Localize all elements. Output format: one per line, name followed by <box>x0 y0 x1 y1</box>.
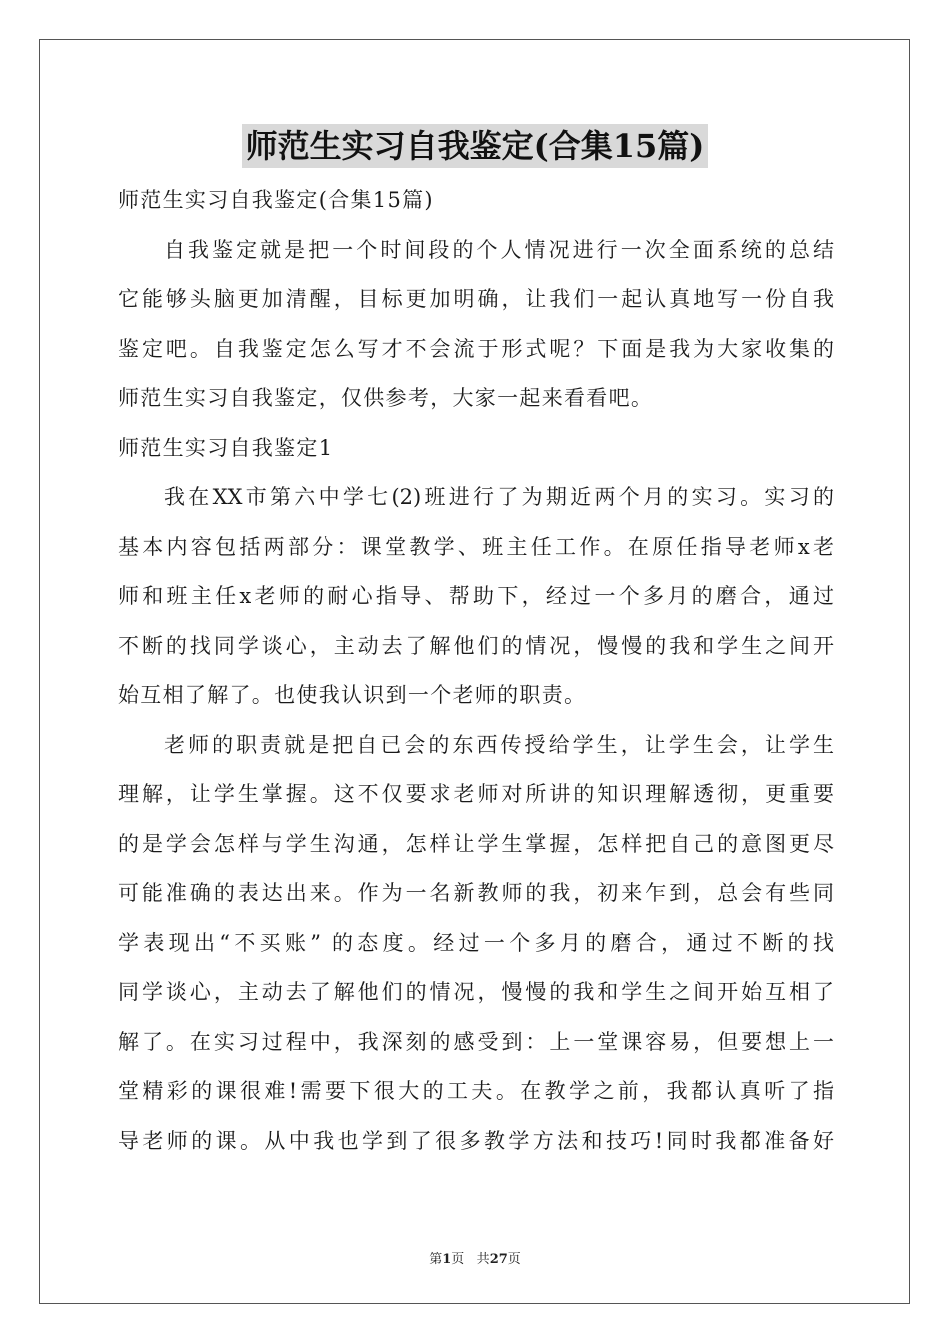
text-line: 的是学会怎样与学生沟通，怎样让学生掌握，怎样把自己的意图更尽 <box>118 831 834 856</box>
text-line: 始互相了解了。也使我认识到一个老师的职责。 <box>118 683 587 707</box>
footer-total-prefix: 共 <box>476 1252 490 1267</box>
text-line: 老师的职责就是把自已会的东西传授给学生，让学生会，让学生 <box>164 732 834 757</box>
text-line: 师范生实习自我鉴定(合集15篇) <box>118 188 434 212</box>
text-line: 师和班主任x老师的耐心指导、帮助下，经过一个多月的磨合，通过 <box>118 584 834 608</box>
text-line: 理解，让学生掌握。这不仅要求老师对所讲的知识理解透彻，更重要 <box>118 782 834 806</box>
text-line: 我在XX市第六中学七(2)班进行了为期近两个月的实习。实习的 <box>164 485 834 509</box>
title-wrap <box>0 124 950 168</box>
text-line: 自我鉴定就是把一个时间段的个人情况进行一次全面系统的总结 <box>164 237 834 262</box>
text-line: 同学谈心，主动去了解他们的情况，慢慢的我和学生之间开始互相了 <box>118 980 834 1004</box>
text-line: 它能够头脑更加清醒，目标更加明确，让我们一起认真地写一份自我 <box>118 287 834 311</box>
footer-page-number: 1 <box>442 1252 452 1267</box>
text-line: 不断的找同学谈心，主动去了解他们的情况，慢慢的我和学生之间开 <box>118 633 834 658</box>
footer-total-suffix: 页 <box>507 1252 521 1267</box>
text-line: 堂精彩的课很难!需要下很大的工夫。在教学之前，我都认真听了指 <box>118 1079 834 1103</box>
text-line: 解了。在实习过程中，我深刻的感受到：上一堂课容易，但要想上一 <box>118 1029 834 1054</box>
text-line: 师范生实习自我鉴定1 <box>118 435 334 460</box>
text-line: 基本内容包括两部分：课堂教学、班主任工作。在原任指导老师x老 <box>118 534 834 559</box>
text-line: 师范生实习自我鉴定，仅供参考，大家一起来看看吧。 <box>118 386 654 410</box>
footer-page-prefix: 第 <box>429 1252 443 1267</box>
footer-total-pages: 27 <box>489 1252 508 1267</box>
document-title: 师范生实习自我鉴定(合集15篇) <box>242 124 709 168</box>
text-line: 鉴定吧。自我鉴定怎么写才不会流于形式呢？下面是我为大家收集的 <box>118 336 834 361</box>
text-line: 导老师的课。从中我也学到了很多教学方法和技巧!同时我都准备好 <box>118 1128 834 1153</box>
footer-page-suffix: 页 <box>451 1252 465 1267</box>
page-footer <box>0 1248 950 1267</box>
text-line: 学表现出“不买账” 的态度。经过一个多月的磨合，通过不断的找 <box>118 930 834 955</box>
document-body <box>118 176 834 1166</box>
text-line: 可能准确的表达出来。作为一名新教师的我，初来乍到，总会有些同 <box>118 881 834 905</box>
